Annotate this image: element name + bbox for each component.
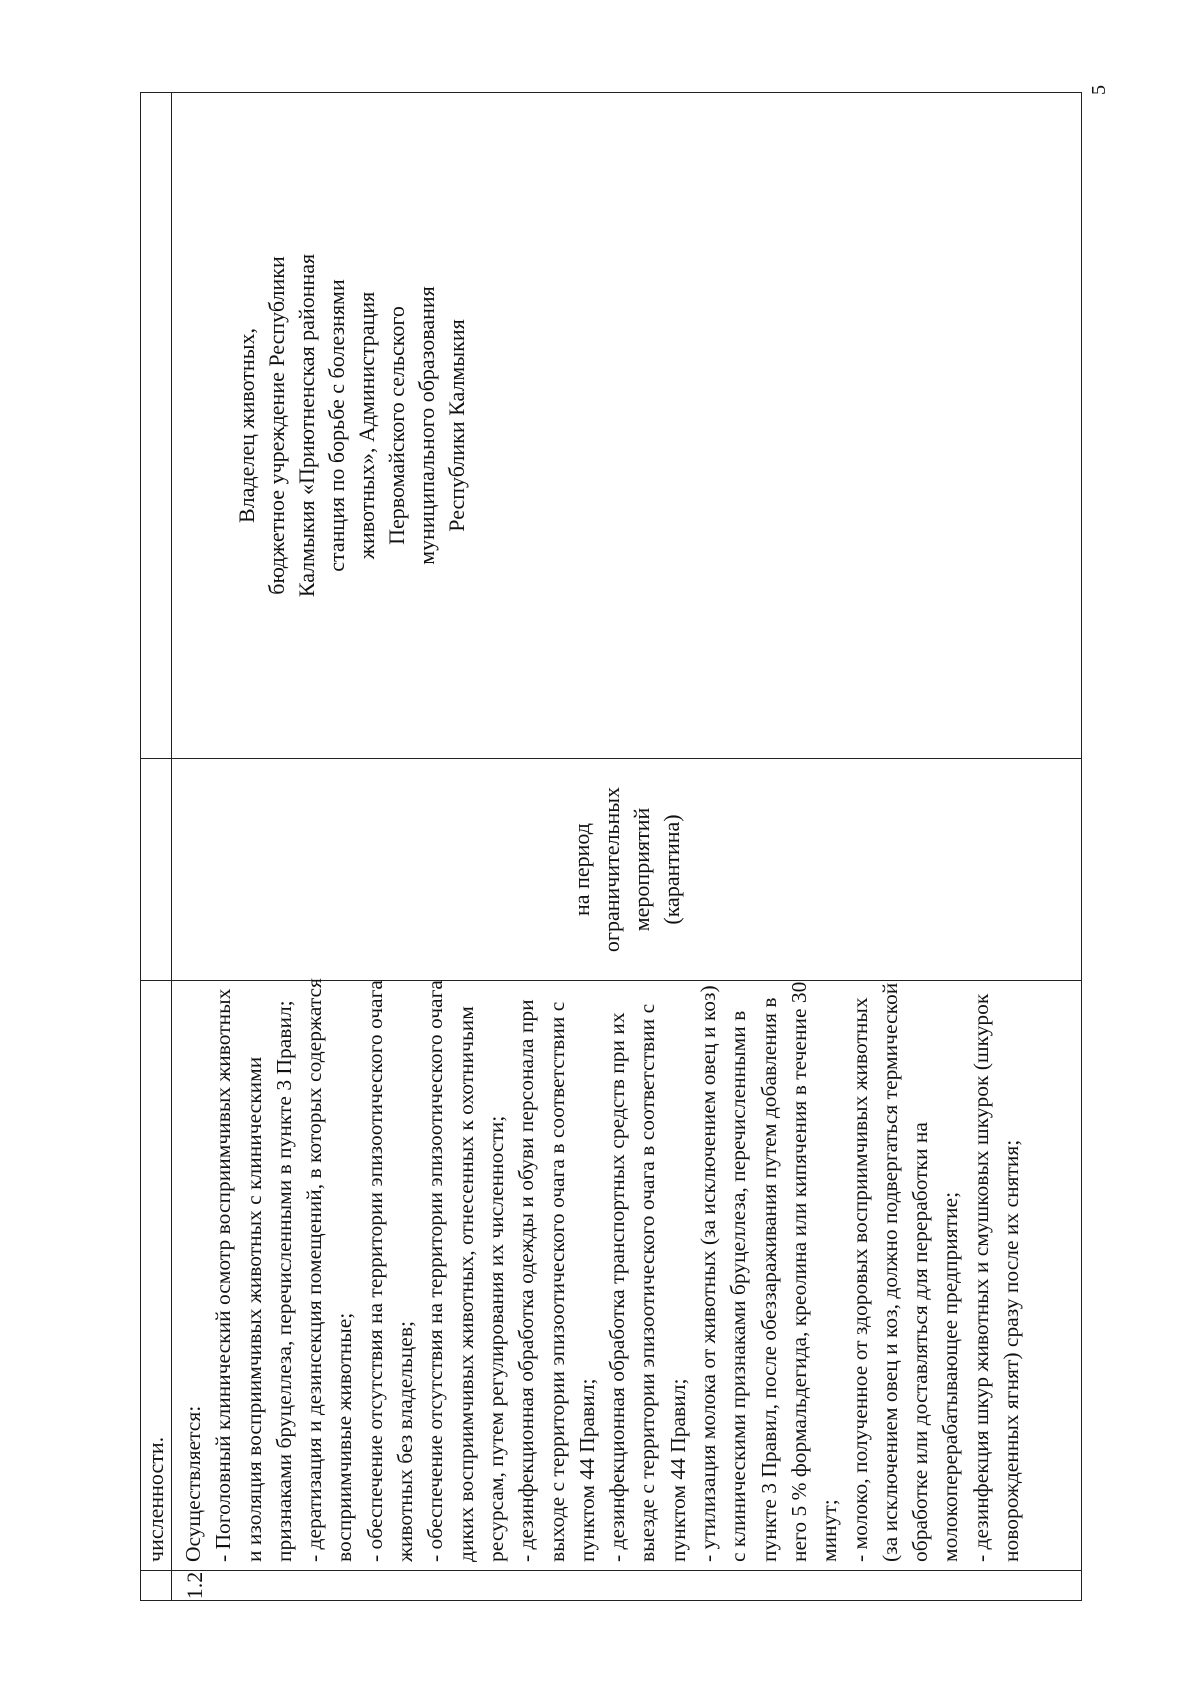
text-line: - дератизация и дезинсекция помещений, в которых содержатся <box>302 978 327 1562</box>
responsible-line: бюджетное учреждение Республики <box>264 256 289 595</box>
responsible-line: Калмыкия «Приютненская районная <box>294 253 319 598</box>
table-cell <box>141 981 172 1571</box>
responsible-cell <box>172 93 1082 759</box>
text-line: - дезинфекционная обработка транспортных средств при их <box>605 1012 630 1562</box>
text-line: пункте 3 Правил, после обеззараживания путем добавления в <box>756 997 781 1562</box>
period-cell <box>172 759 1082 981</box>
continuation-text: численности. <box>143 1436 168 1562</box>
text-line: - утилизация молока от животных (за исключением овец и коз) <box>696 985 721 1562</box>
text-line: Осуществляется: <box>181 1405 205 1562</box>
period-line: ограничительных <box>598 786 624 953</box>
text-line: - молоко, полученное от здоровых восприимчивых животных <box>847 997 872 1562</box>
text-line: и изоляция восприимчивых животных с клиническими <box>241 1056 266 1562</box>
text-line: животных без владельцев; <box>393 1321 418 1562</box>
text-line: - дезинфекция шкур животных и смушковых шкурок (шкурок <box>968 993 993 1562</box>
measures-text-cell <box>172 978 1082 1571</box>
table-cell <box>141 759 172 981</box>
text-line: новорожденных ягнят) сразу после их снятия; <box>999 1139 1024 1562</box>
responsible-line: животных», Администрация <box>354 291 379 560</box>
text-line: диких восприимчивых животных, отнесенных к охотничьим <box>453 1006 478 1562</box>
table-row <box>172 93 1082 1601</box>
period-line: мероприятий <box>628 807 654 932</box>
responsible-line: Республики Калмыкия <box>444 319 469 532</box>
text-line: молокоперерабатывающее предприятие; <box>938 1191 963 1562</box>
text-line: - обеспечение отсутствия на территории эпизоотического очага <box>362 980 387 1562</box>
period-line: (карантина) <box>658 814 684 925</box>
text-line: - Поголовный клинический осмотр восприимчивых животных <box>211 988 236 1562</box>
text-line: него 5 % формальдегида, креолина или кипячения в течение 30 <box>786 981 811 1562</box>
text-line: ресурсам, путем регулирования их численности; <box>483 1115 508 1562</box>
page-number: 5 <box>1088 85 1110 95</box>
table-cell <box>141 1571 172 1601</box>
text-line: выезде с территории эпизоотического очага в соответствии с <box>635 1003 660 1562</box>
responsible-line: станция по борьбе с болезнями <box>324 279 349 572</box>
text-line: пунктом 44 Правил; <box>665 1378 690 1562</box>
text-line: (за исключением овец и коз, должно подвергаться термической <box>877 982 902 1562</box>
row-number: 1.2 <box>172 1571 1082 1601</box>
table-row <box>141 93 172 1601</box>
text-line: минут; <box>817 1499 842 1562</box>
text-line: - обеспечение отсутствия на территории эпизоотического очага <box>423 980 448 1562</box>
text-line: выходе с территории эпизоотического очага в соответствии с <box>544 1001 569 1562</box>
text-line: признаками бруцеллеза, перечисленными в пункте 3 Правил; <box>271 1000 296 1562</box>
text-line: с клиническими признаками бруцеллеза, перечисленными в <box>726 1010 751 1562</box>
text-line: обработке или доставляться для переработки на <box>908 1122 933 1562</box>
period-line: на период <box>568 823 594 916</box>
responsible-line: Первомайского сельского <box>384 306 409 545</box>
text-line: - дезинфекционная обработка одежды и обуви персонала при <box>514 999 539 1562</box>
table-cell <box>141 93 172 759</box>
measures-table <box>140 92 1082 1601</box>
text-line: пунктом 44 Правил; <box>574 1378 599 1562</box>
text-line: восприимчивые животные; <box>332 1312 357 1562</box>
responsible-line: Владелец животных, <box>234 328 259 523</box>
responsible-line: муниципального образования <box>414 286 439 565</box>
